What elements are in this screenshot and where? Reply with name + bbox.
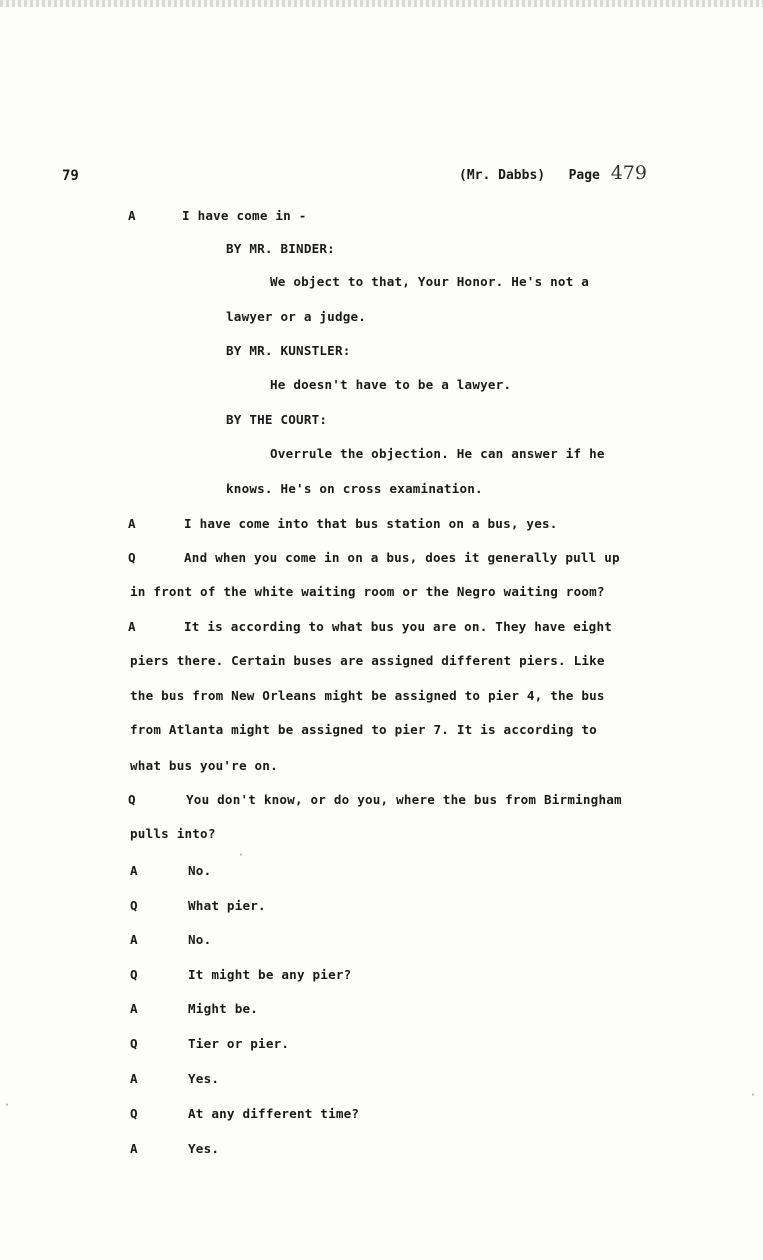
transcript-line: BY MR. BINDER: bbox=[226, 241, 335, 256]
transcript-line: piers there. Certain buses are assigned different piers. Like bbox=[130, 653, 605, 668]
transcript-line: You don't know, or do you, where the bus from Birmingham bbox=[186, 792, 622, 807]
transcript-line: He doesn't have to be a lawyer. bbox=[270, 377, 512, 392]
speaker-label: Q bbox=[130, 967, 138, 982]
speaker-label: Q bbox=[128, 792, 136, 807]
page-number: 79 bbox=[62, 168, 79, 184]
transcript-line: Might be. bbox=[188, 1001, 259, 1016]
transcript-line: It might be any pier? bbox=[188, 967, 352, 982]
transcript-line: No. bbox=[188, 863, 212, 878]
speaker-label: A bbox=[130, 1071, 138, 1086]
transcript-line: knows. He's on cross examination. bbox=[226, 481, 483, 496]
scan-speck: · bbox=[4, 1100, 11, 1111]
transcript-line: I have come into that bus station on a bus, yes. bbox=[184, 516, 558, 531]
speaker-label: A bbox=[128, 619, 136, 634]
transcript-line: Yes. bbox=[188, 1141, 220, 1156]
transcript-line: We object to that, Your Honor. He's not a bbox=[270, 274, 590, 289]
speaker-label: A bbox=[130, 1141, 138, 1156]
speaker-label: Q bbox=[130, 1036, 138, 1051]
speaker-label: A bbox=[128, 208, 136, 223]
transcript-line: the bus from New Orleans might be assigned to pier 4, the bus bbox=[130, 688, 605, 703]
transcript-line: No. bbox=[188, 932, 212, 947]
transcript-line: BY MR. KUNSTLER: bbox=[226, 343, 351, 358]
transcript-line: It is according to what bus you are on. They have eight bbox=[184, 619, 613, 634]
witness-name: (Mr. Dabbs) bbox=[459, 168, 546, 183]
page-label: Page bbox=[568, 168, 600, 183]
transcript-line: pulls into? bbox=[130, 826, 216, 841]
speaker-label: Q bbox=[130, 1106, 138, 1121]
transcript-line: lawyer or a judge. bbox=[226, 309, 367, 324]
speaker-label: A bbox=[130, 1001, 138, 1016]
transcript-line: What pier. bbox=[188, 898, 266, 913]
speaker-label: Q bbox=[128, 550, 136, 565]
speaker-label: A bbox=[130, 863, 138, 878]
transcript-line: in front of the white waiting room or the Negro waiting room? bbox=[130, 584, 605, 599]
transcript-line: Yes. bbox=[188, 1071, 220, 1086]
scan-speck: · bbox=[750, 1090, 757, 1101]
transcript-line: BY THE COURT: bbox=[226, 412, 328, 427]
transcript-line: what bus you're on. bbox=[130, 758, 278, 773]
scan-top-edge bbox=[0, 0, 763, 7]
speaker-label: A bbox=[128, 516, 136, 531]
transcript-line: from Atlanta might be assigned to pier 7. It is according to bbox=[130, 722, 597, 737]
transcript-line: At any different time? bbox=[188, 1106, 360, 1121]
page-stamp: 479 bbox=[610, 162, 647, 184]
speaker-label: A bbox=[130, 932, 138, 947]
transcript-line: Tier or pier. bbox=[188, 1036, 290, 1051]
transcript-line: I have come in - bbox=[182, 208, 307, 223]
transcript-line: Overrule the objection. He can answer if he bbox=[270, 446, 605, 461]
scan-speck: · bbox=[238, 850, 245, 861]
speaker-label: Q bbox=[130, 898, 138, 913]
transcript-line: And when you come in on a bus, does it generally pull up bbox=[184, 550, 620, 565]
page-header bbox=[459, 162, 647, 184]
